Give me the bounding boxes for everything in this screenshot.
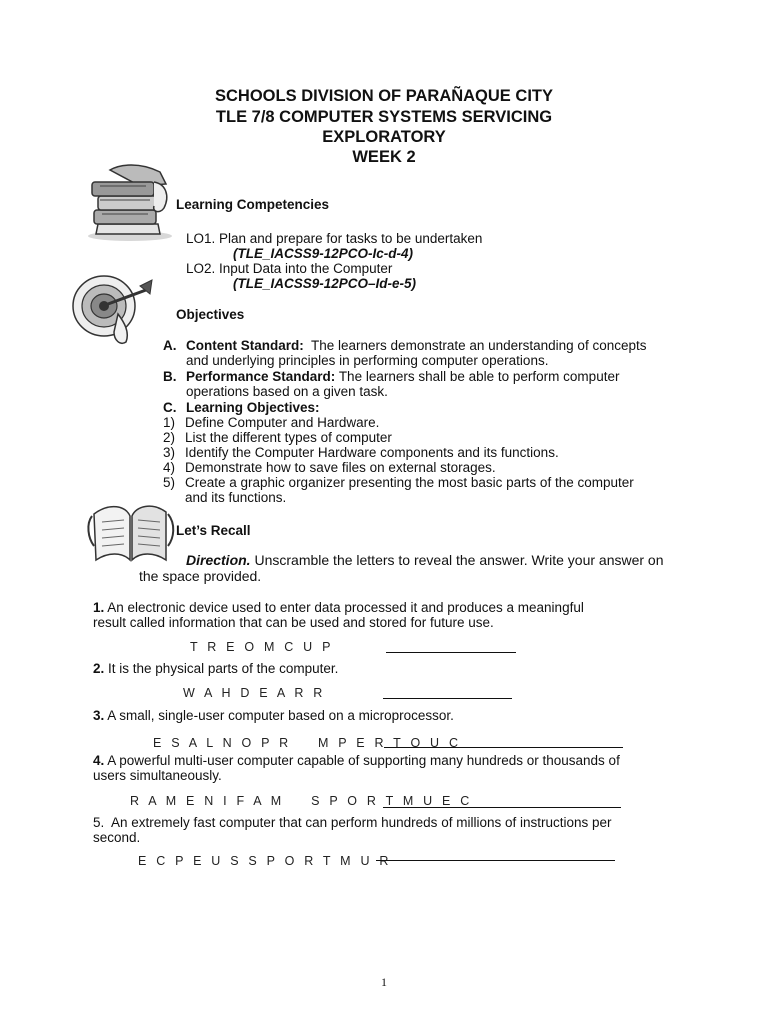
direction-text: Unscramble the letters to reveal the answer. Write your answer on [254, 552, 664, 568]
scrambled-word: E C P E U S S P O R T M U R [138, 854, 392, 868]
list-item [163, 445, 634, 460]
open-book-icon [86, 494, 176, 568]
header-line-4: WEEK 2 [352, 148, 416, 166]
direction [186, 553, 664, 568]
answer-blank[interactable] [376, 860, 615, 861]
answer-blank[interactable] [383, 698, 512, 699]
question-5 [93, 815, 612, 830]
content-standard-text: The learners demonstrate an understanding of concepts [311, 338, 647, 353]
lo1-code: (TLE_IACSS9-12PCO-Ic-d-4) [233, 246, 414, 261]
learning-objectives-list [163, 415, 634, 505]
header-line-1: SCHOOLS DIVISION OF PARAÑAQUE CITY [215, 87, 553, 105]
header-line-3: EXPLORATORY [322, 128, 446, 146]
list-item [163, 475, 634, 490]
content-standard-text-2: and underlying principles in performing computer operations. [186, 353, 549, 368]
scrambled-word: E S A L N O P R M P E R T O U C [153, 736, 462, 750]
question-1 [93, 600, 584, 615]
question-2 [93, 661, 338, 676]
objectives-title: Objectives [176, 307, 245, 322]
list-item-number: 1) [163, 415, 176, 430]
list-item-text: and its functions. [185, 490, 287, 505]
list-item [163, 430, 634, 445]
question-number: 2. [93, 661, 105, 676]
question-3 [93, 708, 454, 723]
answer-blank[interactable] [384, 747, 623, 748]
scrambled-word: W A H D E A R R [183, 686, 326, 700]
objective-a-letter: A. [163, 338, 177, 353]
question-text: It is the physical parts of the computer. [108, 661, 339, 676]
objective-a [186, 338, 646, 353]
question-5-text-2: second. [93, 830, 141, 845]
objective-c-letter: C. [163, 400, 177, 415]
list-item-number: 4) [163, 460, 176, 475]
content-standard-label: Content Standard: [186, 338, 304, 353]
list-item-number: 2) [163, 430, 176, 445]
objective-b-letter: B. [163, 369, 177, 384]
books-icon [80, 162, 180, 242]
question-text: A small, single-user computer based on a microprocessor. [107, 708, 454, 723]
list-item-number: 3) [163, 445, 176, 460]
answer-blank[interactable] [386, 652, 516, 653]
performance-standard-label: Performance Standard: [186, 369, 336, 384]
lo1-text: LO1. Plan and prepare for tasks to be undertaken [186, 231, 483, 246]
question-text: A powerful multi-user computer capable of supporting many hundreds or thousands of [107, 753, 620, 768]
list-item-text: Create a graphic organizer presenting the most basic parts of the computer [185, 475, 634, 490]
question-text: An electronic device used to enter data processed it and produces a meaningful [107, 600, 584, 615]
list-item-text: List the different types of computer [185, 430, 392, 445]
lo2-text: LO2. Input Data into the Computer [186, 261, 393, 276]
recall-title: Let’s Recall [176, 523, 251, 538]
question-number: 4. [93, 753, 105, 768]
performance-standard-text-2: operations based on a given task. [186, 384, 388, 399]
question-number: 1. [93, 600, 105, 615]
objective-b [186, 369, 619, 384]
question-number: 3. [93, 708, 105, 723]
question-4 [93, 753, 620, 768]
answer-blank[interactable] [383, 807, 621, 808]
competencies-title: Learning Competencies [176, 197, 330, 212]
list-item [163, 415, 634, 430]
lo2-code: (TLE_IACSS9-12PCO–Id-e-5) [233, 276, 417, 291]
header-line-2: TLE 7/8 COMPUTER SYSTEMS SERVICING [215, 108, 553, 126]
question-text: An extremely fast computer that can perform hundreds of millions of instructions per [111, 815, 612, 830]
question-4-text-2: users simultaneously. [93, 768, 222, 783]
list-item-continuation [163, 490, 634, 505]
list-item-text: Define Computer and Hardware. [185, 415, 380, 430]
scrambled-word: R A M E N I F A M S P O R T M U E C [130, 794, 473, 808]
performance-standard-text: The learners shall be able to perform computer [338, 369, 620, 384]
list-item [163, 460, 634, 475]
page-number: 1 [381, 975, 387, 989]
list-item-text: Identify the Computer Hardware components and its functions. [185, 445, 559, 460]
direction-label: Direction. [186, 552, 251, 568]
question-1-text-2: result called information that can be used and stored for future use. [93, 615, 494, 630]
learning-objectives-label: Learning Objectives: [186, 400, 320, 415]
question-number: 5. [93, 815, 105, 830]
scrambled-word: T R E O M C U P [190, 640, 334, 654]
target-icon [68, 270, 158, 350]
list-item-number: 5) [163, 475, 176, 490]
direction-text-2: the space provided. [139, 568, 262, 584]
list-item-text: Demonstrate how to save files on external storages. [185, 460, 496, 475]
